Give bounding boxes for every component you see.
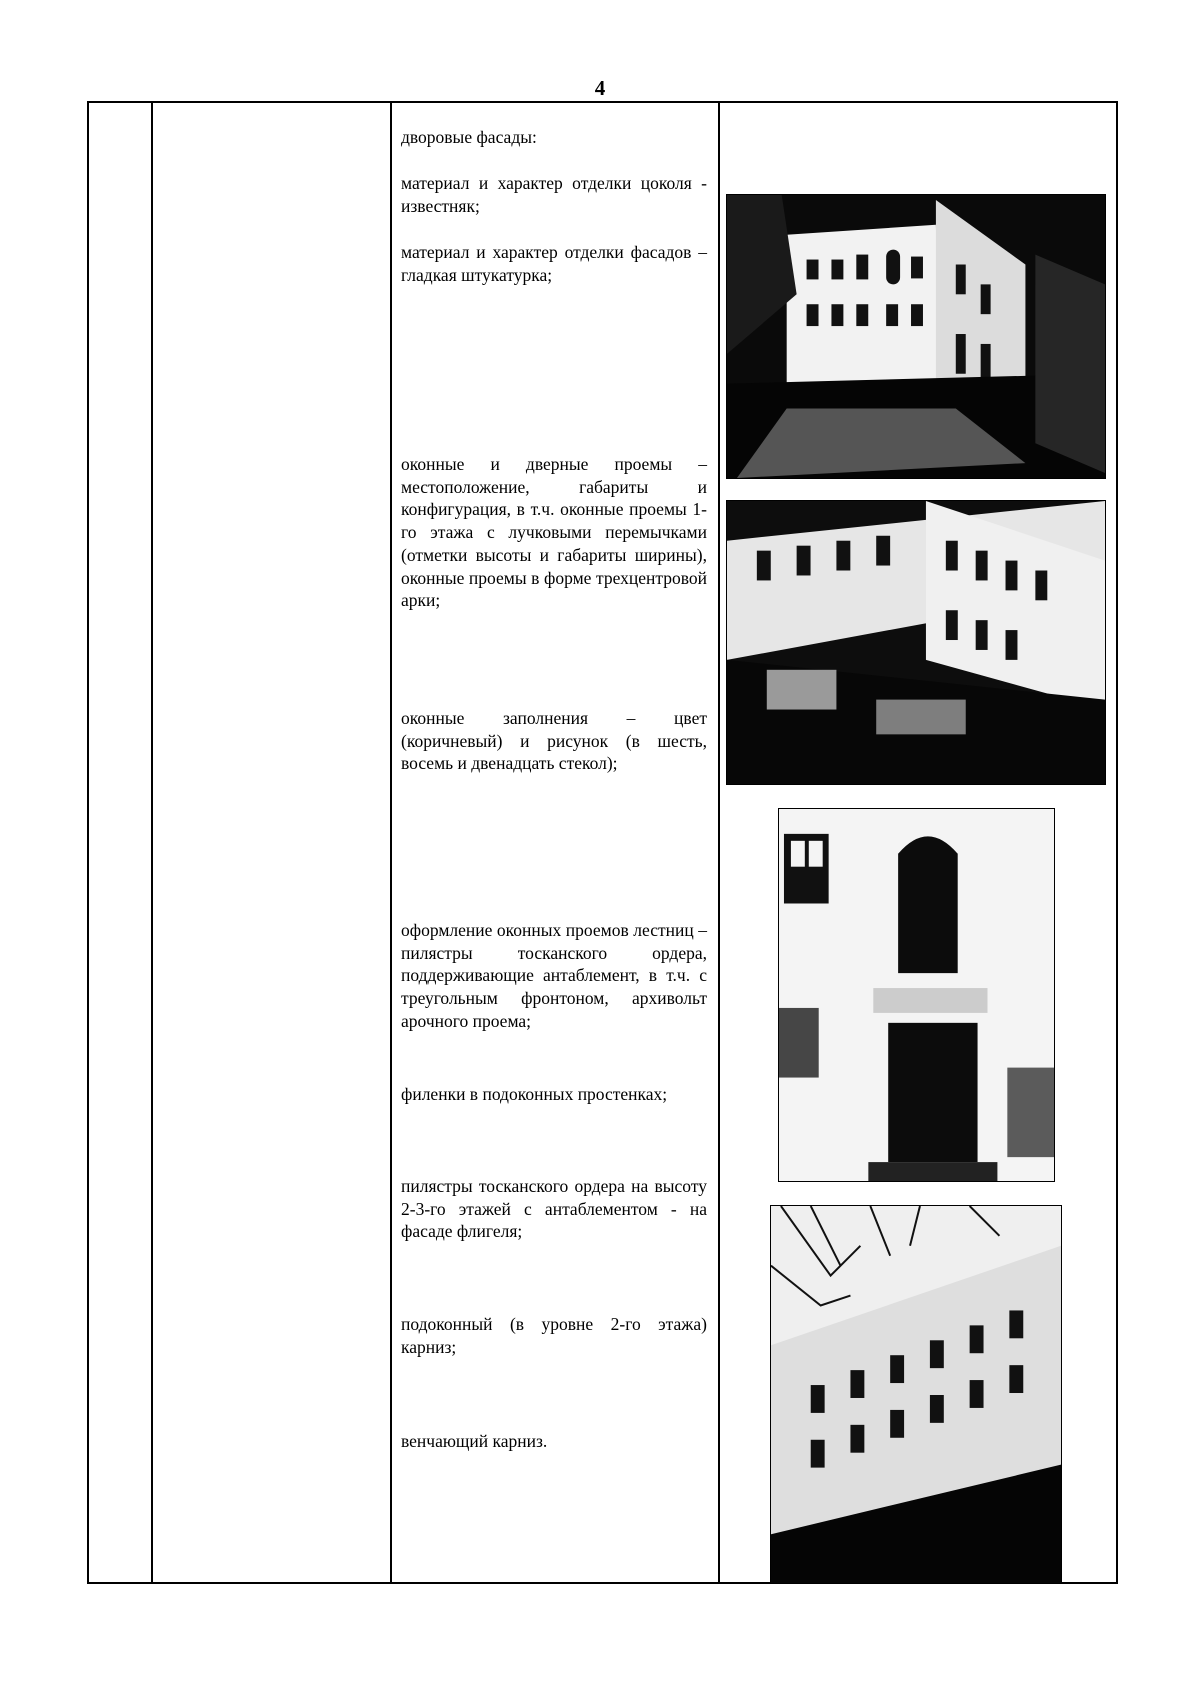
photo-courtyard [726,194,1106,479]
item-openings: оконные и дверные проемы – местоположение, габариты и конфигурация, в т.ч. оконные проемы 1-го этажа с лучковыми перемычками (отметки высоты и габариты ширины), оконные проемы в форме трехцентровой арки; [401,454,707,611]
item-sill-cornice: подоконный (в уровне 2-го этажа) карниз; [401,1314,707,1357]
item-panels: филенки в подоконных простенках; [401,1084,668,1104]
item-pilasters: пилястры тосканского ордера на высоту 2-3-го этажей с антаблементом - на фасаде флигеля; [401,1176,707,1242]
page-number: 4 [594,76,606,100]
item-plinth-material: материал и характер отделки цоколя - известняк; [401,173,707,216]
item-courtyard-facades: дворовые фасады: [401,127,537,147]
column-divider [151,103,153,1582]
column-divider [390,103,392,1582]
photo-arched-window [778,808,1055,1182]
photo-trees-facade [770,1205,1062,1584]
item-stair-window-decor: оформление оконных проемов лестниц – пилястры тосканского ордера, поддерживающие антаблемент, в т.ч. с треугольным фронтоном, архивольт арочного проема; [401,920,707,1031]
photo-facade [726,500,1106,785]
item-window-fillings: оконные заполнения – цвет (коричневый) и рисунок (в шесть, восемь и двенадцать стекол); [401,708,707,774]
item-crown-cornice: венчающий карниз. [401,1431,548,1451]
column-divider [718,103,720,1582]
item-facade-material: материал и характер отделки фасадов – гладкая штукатурка; [401,242,707,285]
